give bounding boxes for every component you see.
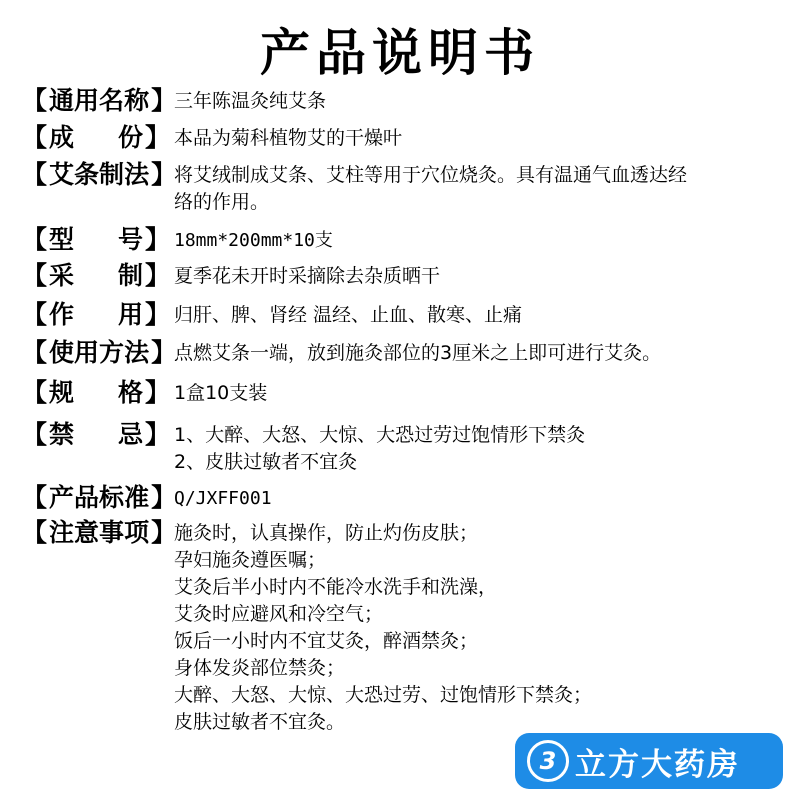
label-text (47, 378, 145, 408)
spec-row (22, 225, 780, 255)
label-char: 准 (124, 483, 150, 512)
spec-row (22, 338, 780, 368)
label-char: 通 (49, 86, 75, 115)
label-text (47, 261, 145, 291)
label-text (47, 123, 145, 153)
label-bracket-close: 】 (144, 123, 170, 152)
logo-mark-icon: 3 (527, 740, 569, 782)
row-label (22, 225, 170, 255)
row-label (22, 300, 170, 330)
label-bracket-close: 】 (144, 225, 170, 254)
row-value (170, 225, 780, 254)
label-bracket-close: 】 (144, 261, 170, 290)
label-char: 项 (124, 518, 150, 547)
label-bracket-open: 【 (22, 160, 48, 189)
label-text (47, 300, 145, 330)
value-line: 身体发炎部位禁灸； (174, 657, 346, 679)
label-bracket-close: 】 (144, 378, 170, 407)
row-label (22, 86, 177, 116)
label-char: 制 (117, 261, 143, 290)
spec-row (22, 123, 780, 153)
row-value (170, 300, 780, 329)
label-char: 产 (49, 483, 75, 512)
spec-row (22, 483, 780, 513)
row-value (170, 261, 780, 290)
value-line: Q/JXFF001 (174, 488, 272, 509)
value-line: 施灸时，认真操作，防止灼伤皮肤； (174, 522, 479, 544)
row-value (170, 483, 780, 512)
row-label (22, 160, 177, 190)
label-char: 格 (117, 378, 143, 407)
label-char: 标 (99, 483, 125, 512)
label-text (47, 86, 151, 116)
value-line: 大醉、大怒、大惊、大恐过劳、过饱情形下禁灸； (174, 684, 593, 706)
label-bracket-close: 】 (151, 338, 177, 367)
value-line: 归肝、脾、肾经 温经、止血、散寒、止痛 (174, 304, 523, 326)
label-bracket-open: 【 (22, 483, 48, 512)
pharmacy-logo (515, 733, 783, 789)
label-char: 采 (49, 261, 75, 290)
label-char: 使 (49, 338, 75, 367)
value-line: 三年陈温灸纯艾条 (174, 90, 327, 112)
row-label (22, 338, 177, 368)
spec-row (22, 86, 780, 116)
label-char: 用 (74, 338, 100, 367)
row-value (170, 86, 780, 115)
label-text (47, 420, 145, 450)
label-char: 称 (124, 86, 150, 115)
value-line: 皮肤过敏者不宜灸。 (174, 711, 346, 733)
label-bracket-close: 】 (144, 300, 170, 329)
row-label (22, 518, 177, 548)
label-bracket-close: 】 (151, 518, 177, 547)
label-char: 禁 (49, 420, 75, 449)
logo-text: 立方大药房 (575, 746, 740, 783)
spec-row (22, 300, 780, 330)
label-char: 号 (117, 225, 143, 254)
label-char: 规 (49, 378, 75, 407)
value-line: 18mm*200mm*10支 (174, 230, 333, 251)
row-value (170, 420, 780, 476)
label-text (47, 160, 151, 190)
label-bracket-open: 【 (22, 338, 48, 367)
label-text (47, 518, 151, 548)
row-label (22, 261, 170, 291)
label-char: 份 (117, 123, 143, 152)
label-char: 作 (49, 300, 75, 329)
row-value (170, 378, 780, 407)
label-bracket-open: 【 (22, 225, 48, 254)
value-line: 将艾绒制成艾条、艾柱等用于穴位烧灸。具有温通气血透达经 (174, 164, 688, 186)
label-char: 条 (74, 160, 100, 189)
spec-row (22, 160, 780, 216)
row-label (22, 123, 170, 153)
value-line: 点燃艾条一端，放到施灸部位的3厘米之上即可进行艾灸。 (174, 342, 662, 364)
row-value (170, 338, 780, 367)
label-char: 用 (117, 300, 143, 329)
spec-row (22, 261, 780, 291)
row-label (22, 378, 170, 408)
row-value (170, 123, 780, 152)
value-line: 夏季花未开时采摘除去杂质晒干 (174, 265, 441, 287)
label-text (47, 483, 151, 513)
value-line: 1、大醉、大怒、大惊、大恐过劳过饱情形下禁灸 (174, 424, 586, 446)
label-bracket-close: 】 (151, 86, 177, 115)
value-line: 络的作用。 (174, 191, 270, 213)
row-value (170, 518, 780, 736)
label-bracket-open: 【 (22, 378, 48, 407)
label-bracket-open: 【 (22, 518, 48, 547)
label-bracket-close: 】 (151, 160, 177, 189)
label-char: 品 (74, 483, 100, 512)
label-char: 意 (74, 518, 100, 547)
row-value (170, 160, 780, 216)
label-char: 名 (99, 86, 125, 115)
label-bracket-close: 】 (151, 483, 177, 512)
label-char: 事 (99, 518, 125, 547)
label-bracket-open: 【 (22, 300, 48, 329)
value-line: 艾灸后半小时内不能冷水洗手和洗澡， (174, 576, 498, 598)
spec-row (22, 518, 780, 736)
label-bracket-open: 【 (22, 123, 48, 152)
label-text (47, 225, 145, 255)
row-label (22, 483, 177, 513)
label-text (47, 338, 151, 368)
spec-row (22, 378, 780, 408)
row-label (22, 420, 170, 450)
label-char: 制 (99, 160, 125, 189)
value-line: 艾灸时应避风和冷空气； (174, 603, 384, 625)
label-bracket-close: 】 (144, 420, 170, 449)
label-bracket-open: 【 (22, 261, 48, 290)
label-char: 方 (99, 338, 125, 367)
spec-row (22, 420, 780, 476)
value-line: 本品为菊科植物艾的干燥叶 (174, 127, 403, 149)
label-char: 注 (49, 518, 75, 547)
page-title: 产品说明书 (260, 24, 540, 82)
label-char: 用 (74, 86, 100, 115)
label-char: 法 (124, 160, 150, 189)
label-char: 艾 (49, 160, 75, 189)
value-line: 2、皮肤过敏者不宜灸 (174, 451, 358, 473)
label-char: 忌 (117, 420, 143, 449)
label-char: 成 (49, 123, 75, 152)
label-char: 型 (49, 225, 75, 254)
label-char: 法 (124, 338, 150, 367)
label-bracket-open: 【 (22, 86, 48, 115)
value-line: 1盒10支装 (174, 382, 268, 404)
label-bracket-open: 【 (22, 420, 48, 449)
value-line: 孕妇施灸遵医嘱； (174, 549, 327, 571)
value-line: 饭后一小时内不宜艾灸，醉酒禁灸； (174, 630, 479, 652)
